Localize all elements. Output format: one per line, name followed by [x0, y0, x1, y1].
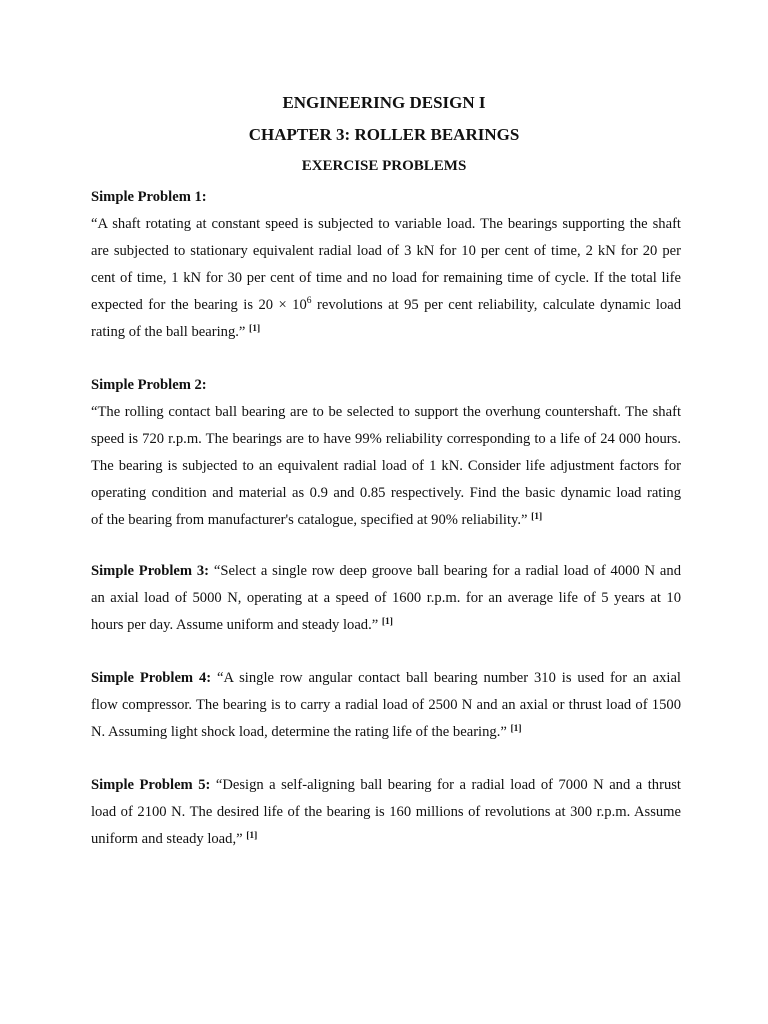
problem-5-line-2: load of 2100 N. The desired life of the bearing is 160 millions of revolutions at 300 r.p.m. Assume: [91, 804, 681, 820]
problem-3-line-1-text: “Select a single row deep groove ball bearing for a radial load of 4000 N and: [209, 563, 681, 579]
problem-2-reference: [1]: [531, 512, 543, 522]
problem-1-line-1: “A shaft rotating at constant speed is subjected to variable load. The bearings supporting the shaft: [91, 216, 681, 232]
problem-4: [91, 665, 681, 746]
problem-2-line-3: The bearing is subjected to an equivalent radial load of 1 kN. Consider life adjustment factors for: [91, 458, 681, 474]
problem-3: [91, 558, 681, 639]
problem-1-line-5: [91, 319, 681, 346]
problem-3-label: Simple Problem 3:: [91, 563, 210, 579]
problem-3-line-3-text: hours per day. Assume uniform and steady load.”: [91, 617, 379, 633]
problem-1-line-4a: expected for the bearing is 20 × 10: [91, 297, 307, 313]
problem-3-reference: [1]: [381, 617, 393, 627]
section-title: EXERCISE PROBLEMS: [301, 158, 467, 174]
problem-4-label: Simple Problem 4:: [91, 670, 212, 686]
problem-1-line-4: [91, 292, 681, 319]
problem-5-line-1-text: “Design a self-aligning ball bearing for a radial load of 7000 N and a thrust: [210, 777, 681, 793]
problem-1-line-5-text: rating of the ball bearing.”: [91, 324, 246, 340]
problem-5-label: Simple Problem 5:: [91, 777, 211, 793]
problem-2-line-5: [91, 507, 681, 534]
chapter-title: CHAPTER 3: ROLLER BEARINGS: [248, 125, 520, 144]
problem-4-reference: [1]: [510, 724, 522, 734]
problem-1-label: Simple Problem 1:: [91, 189, 207, 205]
problem-3-line-3: [91, 612, 681, 639]
problem-2-line-2: speed is 720 r.p.m. The bearings are to have 99% reliability corresponding to a life of 24 000 hours.: [91, 431, 681, 447]
problem-1-line-3: cent of time, 1 kN for 30 per cent of time and no load for remaining time of cycle. If the total life: [91, 270, 681, 286]
problem-5: [91, 772, 681, 853]
problem-5-line-3: [91, 826, 681, 853]
problem-5-reference: [1]: [246, 831, 258, 841]
problem-1-line-4b: revolutions at 95 per cent reliability, calculate dynamic load: [311, 297, 681, 313]
problem-4-line-3-text: N. Assuming light shock load, determine the rating life of the bearing.”: [91, 724, 507, 740]
problem-4-line-3: [91, 719, 681, 746]
problem-2: [91, 372, 681, 534]
problem-5-line-1: [91, 772, 681, 799]
problem-5-line-3-text: uniform and steady load,”: [91, 831, 243, 847]
problem-2-line-1: “The rolling contact ball bearing are to be selected to support the overhung countershaft. The shaft: [91, 404, 681, 420]
problem-3-line-2: an axial load of 5000 N, operating at a speed of 1600 r.p.m. for an average life of 5 years at 10: [91, 590, 681, 606]
problem-1-line-2: are subjected to stationary equivalent radial load of 3 kN for 10 per cent of time, 2 kN for 20 per: [91, 243, 681, 259]
problem-3-line-1: [91, 558, 681, 585]
problem-2-label: Simple Problem 2:: [91, 377, 207, 393]
problem-1: [91, 184, 681, 346]
problem-4-line-1: [91, 665, 681, 692]
problem-4-line-2: flow compressor. The bearing is to carry a radial load of 2500 N and an axial or thrust load of 1500: [91, 697, 681, 713]
problem-4-line-1-text: “A single row angular contact ball bearing number 310 is used for an axial: [211, 670, 681, 686]
document-title: ENGINEERING DESIGN I: [282, 93, 486, 112]
problem-2-line-5-text: of the bearing from manufacturer's catalogue, specified at 90% reliability.”: [91, 512, 528, 528]
problem-2-line-4: operating condition and material as 0.9 and 0.85 respectively. Find the basic dynamic load rating: [91, 485, 681, 501]
problem-1-reference: [1]: [249, 324, 261, 334]
problem-1-exponent: 6: [306, 296, 312, 306]
